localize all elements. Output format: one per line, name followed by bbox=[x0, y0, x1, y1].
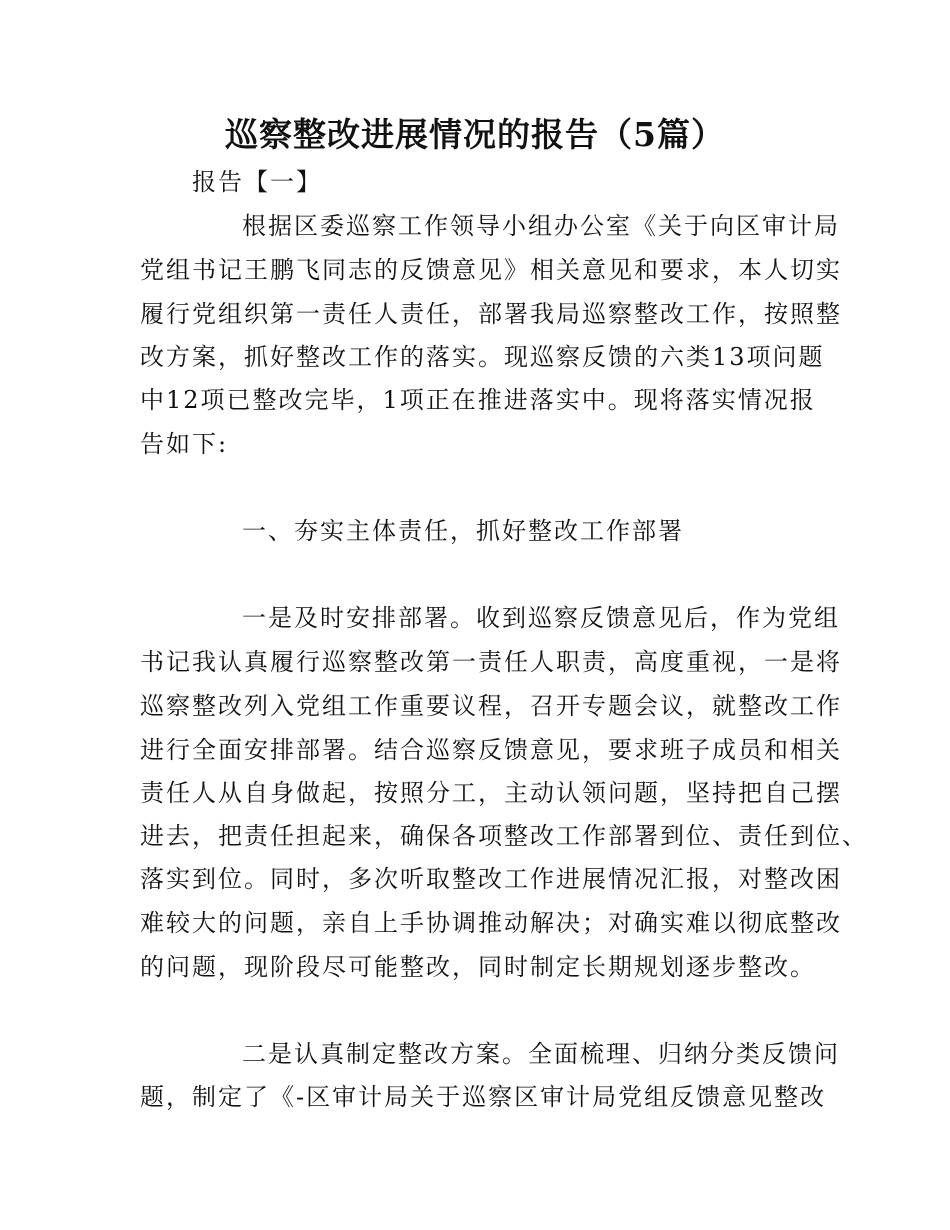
paragraph-line: 告如下: bbox=[140, 430, 229, 458]
paragraph-line: 巡察整改列入党组工作重要议程，召开专题会议，就整改工作 bbox=[140, 692, 842, 720]
section-label: 报告【一】 bbox=[192, 168, 322, 196]
paragraph-line: 一是及时安排部署。收到巡察反馈意见后，作为党组 bbox=[242, 604, 840, 632]
paragraph-line: 进行全面安排部署。结合巡察反馈意见，要求班子成员和相关 bbox=[140, 736, 842, 764]
section-heading: 一、夯实主体责任，抓好整改工作部署 bbox=[242, 517, 684, 545]
paragraph-line: 进去，把责任担起来，确保各项整改工作部署到位、责任到位、 bbox=[140, 822, 868, 850]
paragraph-line: 书记我认真履行巡察整改第一责任人职责，高度重视，一是将 bbox=[140, 648, 842, 676]
paragraph-line: 党组书记王鹏飞同志的反馈意见》相关意见和要求，本人切实 bbox=[140, 256, 842, 284]
paragraph-line: 根据区委巡察工作领导小组办公室《关于向区审计局 bbox=[242, 212, 840, 240]
paragraph-line: 二是认真制定整改方案。全面梳理、归纳分类反馈问 bbox=[242, 1040, 840, 1068]
paragraph-line: 的问题，现阶段尽可能整改，同时制定长期规划逐步整改。 bbox=[140, 953, 816, 981]
document-title: 巡察整改进展情况的报告（5篇） bbox=[225, 115, 725, 154]
paragraph-line: 难较大的问题，亲自上手协调推动解决；对确实难以彻底整改 bbox=[140, 909, 842, 937]
paragraph-line: 落实到位。同时，多次听取整改工作进展情况汇报，对整改困 bbox=[140, 865, 842, 893]
paragraph-line: 改方案，抓好整改工作的落实。现巡察反馈的六类13项问题 bbox=[140, 343, 825, 371]
paragraph-line: 中12项已整改完毕，1项正在推进落实中。现将落实情况报 bbox=[140, 386, 816, 414]
paragraph-line: 责任人从自身做起，按照分工，主动认领问题，坚持把自己摆 bbox=[140, 779, 842, 807]
paragraph-line: 履行党组织第一责任人责任，部署我局巡察整改工作，按照整 bbox=[140, 300, 842, 328]
paragraph-line: 题，制定了《-区审计局关于巡察区审计局党组反馈意见整改 bbox=[140, 1083, 827, 1111]
